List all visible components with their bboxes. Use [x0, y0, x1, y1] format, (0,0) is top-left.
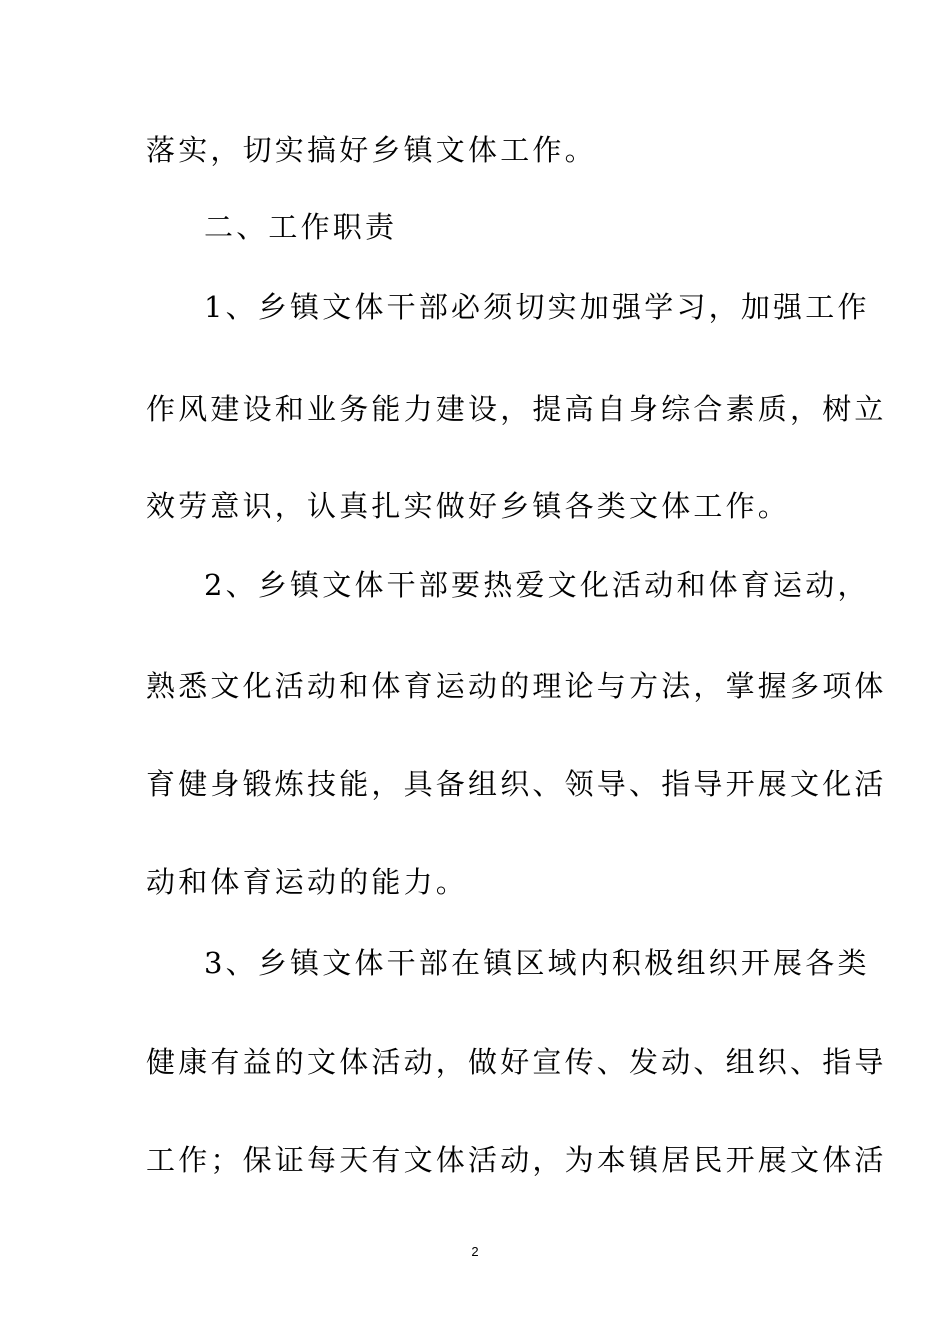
text-line-5: 效劳意识，认真扎实做好乡镇各类文体工作。 — [146, 489, 791, 523]
text-line-1: 落实，切实搞好乡镇文体工作。 — [146, 133, 597, 167]
page-number: 2 — [471, 1244, 479, 1259]
text-line-11: 健康有益的文体活动，做好宣传、发动、组织、指导 — [146, 1045, 887, 1079]
text-line-8: 育健身锻炼技能，具备组织、领导、指导开展文化活 — [146, 767, 887, 801]
text-line-4: 作风建设和业务能力建设，提高自身综合素质，树立 — [146, 392, 887, 426]
text-line-3: 1、乡镇文体干部必须切实加强学习，加强工作 — [204, 290, 870, 324]
text-line-12: 工作；保证每天有文体活动，为本镇居民开展文体活 — [146, 1143, 887, 1177]
text-line-10: 3、乡镇文体干部在镇区域内积极组织开展各类 — [204, 946, 870, 980]
text-line-6: 2、乡镇文体干部要热爱文化活动和体育运动， — [204, 568, 870, 602]
section-heading-work-duties: 二、工作职责 — [204, 210, 398, 244]
text-line-7: 熟悉文化活动和体育运动的理论与方法，掌握多项体 — [146, 669, 887, 703]
text-line-9: 动和体育运动的能力。 — [146, 865, 469, 899]
